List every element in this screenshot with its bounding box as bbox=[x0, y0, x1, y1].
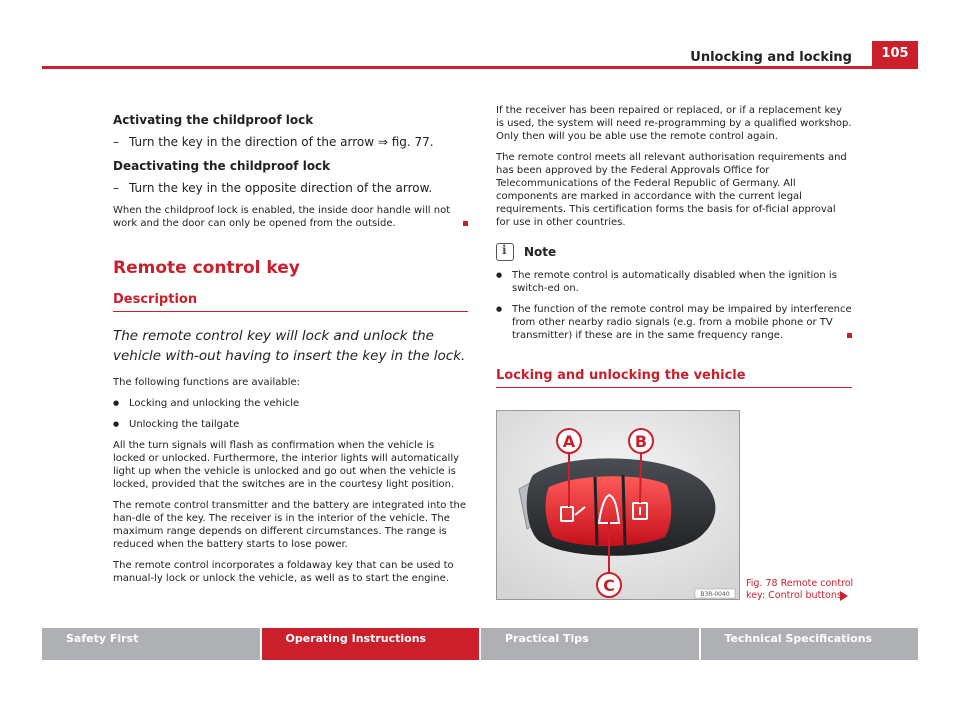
tab-technical-specifications[interactable]: Technical Specifications bbox=[701, 628, 919, 660]
childproof-note: When the childproof lock is enabled, the inside door handle will not work and the door can only be opened from the outside. bbox=[113, 205, 451, 229]
tab-safety-first[interactable]: Safety First bbox=[42, 628, 260, 660]
paragraph: The remote control meets all relevant authorisation requirements and has been approved by the Federal Approvals Office for Telecommunications of the Federal Republic of Germany. All components are marked in accordance with the current legal requirements. This certification forms the basis for of-ficial approval for use in other countries. bbox=[496, 152, 847, 228]
button-divider-right bbox=[623, 475, 625, 545]
remote-key-illustration bbox=[497, 411, 739, 599]
continue-arrow-icon bbox=[840, 591, 848, 601]
remote-key-figure bbox=[496, 410, 740, 600]
section-title: Remote control key bbox=[113, 258, 300, 278]
paragraph: The remote control transmitter and the battery are integrated into the han-dle of the key. The receiver is in the interior of the vehicle. The maximum range depends on different circumstances. The range is reduced when the battery starts to lose power. bbox=[113, 500, 467, 550]
intro-text: The remote control key will lock and unlock the vehicle with-out having to insert the key in the lock. bbox=[113, 328, 466, 364]
tab-practical-tips[interactable]: Practical Tips bbox=[481, 628, 699, 660]
paragraph: The remote control incorporates a foldaway key that can be used to manual-ly lock or unlock the vehicle, as well as to start the engine. bbox=[113, 560, 454, 584]
note-label: Note bbox=[524, 245, 557, 259]
label-b-leader bbox=[640, 453, 641, 503]
info-icon bbox=[496, 243, 514, 261]
note-item: ● The remote control is automatically disabled when the ignition is switch-ed on. bbox=[496, 269, 852, 295]
end-marker bbox=[847, 333, 852, 338]
subsection-description: Description bbox=[113, 292, 468, 312]
function-item: ● Unlocking the tailgate bbox=[113, 418, 468, 431]
paragraph: If the receiver has been repaired or replaced, or if a replacement key is used, the system will need re-programming by a qualified workshop. Only then will you be able use the remote control again. bbox=[496, 105, 852, 142]
activating-step: – Turn the key in the direction of the arrow ⇒ fig. 77. bbox=[113, 134, 468, 150]
label-a: A bbox=[562, 432, 576, 451]
label-c: C bbox=[603, 576, 615, 595]
function-item: ● Locking and unlocking the vehicle bbox=[113, 397, 468, 410]
footer-nav bbox=[42, 628, 918, 660]
subsection-locking: Locking and unlocking the vehicle bbox=[496, 368, 852, 388]
functions-lead: The following functions are available: bbox=[113, 377, 301, 388]
note-item: The function of the remote control may be impaired by interference from other nearby radio signals (e.g. from a mobile phone or TV transmitter) if these are in the same frequency range. bbox=[512, 304, 852, 341]
header-title: Unlocking and locking bbox=[690, 50, 852, 65]
deactivating-step: – Turn the key in the opposite direction of the arrow. bbox=[113, 180, 468, 196]
right-column bbox=[496, 104, 852, 388]
figure-caption: Fig. 78 Remote control key: Control buttons bbox=[746, 578, 854, 601]
left-column bbox=[113, 112, 468, 593]
label-b: B bbox=[634, 432, 648, 451]
activating-title: Activating the childproof lock bbox=[113, 113, 314, 127]
button-divider-left bbox=[595, 477, 597, 545]
paragraph: All the turn signals will flash as confirmation when the vehicle is locked or unlocked. Furthermore, the interior lights will automatically light up when the vehicle is unlocked and go out when the vehicle is locked, provided that the switches are in the courtesy light position. bbox=[113, 440, 460, 490]
end-marker bbox=[463, 221, 468, 226]
tab-operating-instructions[interactable]: Operating Instructions bbox=[262, 628, 480, 660]
note-item-wrap bbox=[496, 303, 852, 342]
header-rule bbox=[42, 66, 872, 69]
figure-code: B3R-0040 bbox=[700, 591, 730, 598]
page-number: 105 bbox=[872, 41, 918, 69]
note-header bbox=[496, 243, 852, 261]
deactivating-title: Deactivating the childproof lock bbox=[113, 159, 331, 173]
childproof-note-wrap bbox=[113, 204, 468, 230]
